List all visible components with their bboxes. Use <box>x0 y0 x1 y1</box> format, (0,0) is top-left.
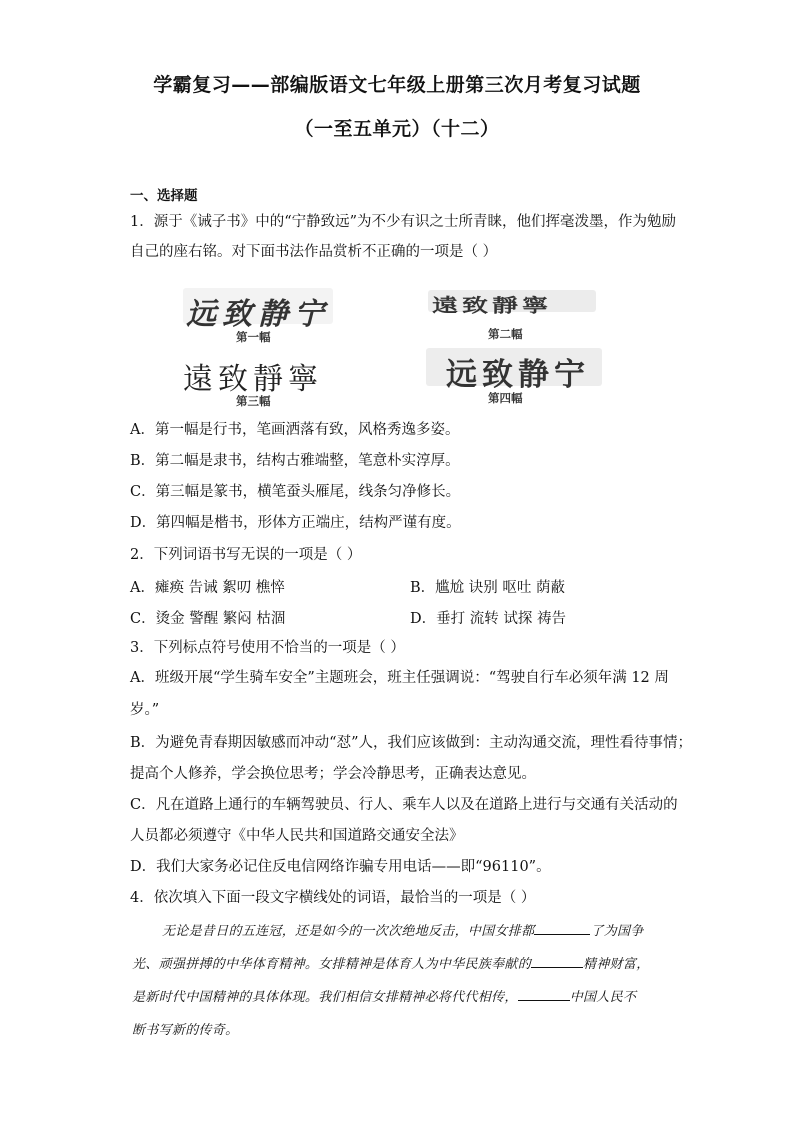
q1-option-d: D．第四幅是楷书，形体方正端庄，结构严谨有度。 <box>130 515 461 531</box>
q2-option-c: C．烫金 警醒 繁闷 枯涸 <box>130 611 286 627</box>
q2-option-b: B．尴尬 诀别 呕吐 荫蔽 <box>410 580 565 596</box>
page-title: 学霸复习——部编版语文七年级上册第三次月考复习试题 <box>153 74 641 96</box>
q4-passage-text: 了为国争 <box>590 924 644 939</box>
q4-passage-text: 中国人民不 <box>569 990 637 1005</box>
caption-1: 第一幅 <box>236 330 271 344</box>
q2-option-a: A．瘫痪 告诫 絮叨 樵悴 <box>130 580 285 596</box>
q1-option-b: B．第二幅是隶书，结构古雅端整，笔意朴实淳厚。 <box>130 453 460 469</box>
q4-passage-text: 光、顽强拼搏的中华体育精神。女排精神是体育人为中华民族奉献的 <box>132 957 532 972</box>
calligraphy-work-1: 远致静宁 <box>186 297 330 332</box>
q3-option-c-line2: 人员都必须遵守《中华人民共和国道路交通安全法》 <box>130 828 464 844</box>
q3-option-b-line2: 提高个人修养，学会换位思考；学会冷静思考，正确表达意见。 <box>130 766 536 782</box>
q1-stem-line2: 自己的座右铭。对下面书法作品赏析不正确的一项是（ ） <box>130 244 498 260</box>
q3-option-a-line2: 岁。” <box>130 702 160 718</box>
section-heading: 一、选择题 <box>130 188 198 204</box>
q3-option-b-line1: B．为避免青春期因敏感而冲动“怼”人，我们应该做到：主动沟通交流，理性看待事情； <box>130 735 692 751</box>
calligraphy-work-4: 远致静宁 <box>446 357 590 393</box>
calligraphy-work-2: 遠致靜寧 <box>432 295 553 318</box>
q1-option-c: C．第三幅是篆书，横笔蚕头雁尾，线条匀净修长。 <box>130 484 461 500</box>
q1-option-a: A．第一幅是行书，笔画洒落有致，风格秀逸多姿。 <box>130 422 460 438</box>
q4-passage-line2 <box>132 953 650 972</box>
caption-3: 第三幅 <box>236 394 271 408</box>
blank-2 <box>531 953 583 968</box>
blank-3 <box>518 986 570 1001</box>
q3-option-c-line1: C．凡在道路上通行的车辆驾驶员、行人、乘车人以及在道路上进行与交通有关活动的 <box>130 797 678 813</box>
q4-passage-line3 <box>132 986 636 1005</box>
page-subtitle: （一至五单元）（十二） <box>294 118 500 140</box>
blank-1 <box>534 920 590 935</box>
q4-passage-text: 无论是昔日的五连冠，还是如今的一次次绝地反击，中国女排都 <box>162 924 535 939</box>
q4-passage-line1 <box>162 920 644 939</box>
q1-stem-line1: 1．源于《诫子书》中的“宁静致远”为不少有识之士所青睐，他们挥毫泼墨，作为勉励 <box>130 214 677 230</box>
q4-passage-text: 是新时代中国精神的具体体现。我们相信女排精神必将代代相传， <box>132 990 518 1005</box>
caption-4: 第四幅 <box>488 391 523 405</box>
q2-option-d: D．垂打 流转 试探 祷告 <box>410 611 566 627</box>
q3-stem: 3．下列标点符号使用不恰当的一项是（ ） <box>130 640 405 656</box>
q2-stem: 2．下列词语书写无误的一项是（ ） <box>130 547 362 563</box>
q3-option-d: D．我们大家务必记住反电信网络诈骗专用电话——即“96110”。 <box>130 859 551 875</box>
calligraphy-work-3: 遠致靜寧 <box>183 362 323 397</box>
caption-2: 第二幅 <box>488 327 523 341</box>
q4-stem: 4．依次填入下面一段文字横线处的词语，最恰当的一项是（ ） <box>130 890 536 906</box>
q3-option-a-line1: A．班级开展“学生骑车安全”主题班会，班主任强调说：“驾驶自行车必须年满 12 周 <box>130 670 669 686</box>
q4-passage-text: 精神财富， <box>583 957 650 972</box>
q4-passage-line4: 断书写新的传奇。 <box>132 1023 239 1038</box>
